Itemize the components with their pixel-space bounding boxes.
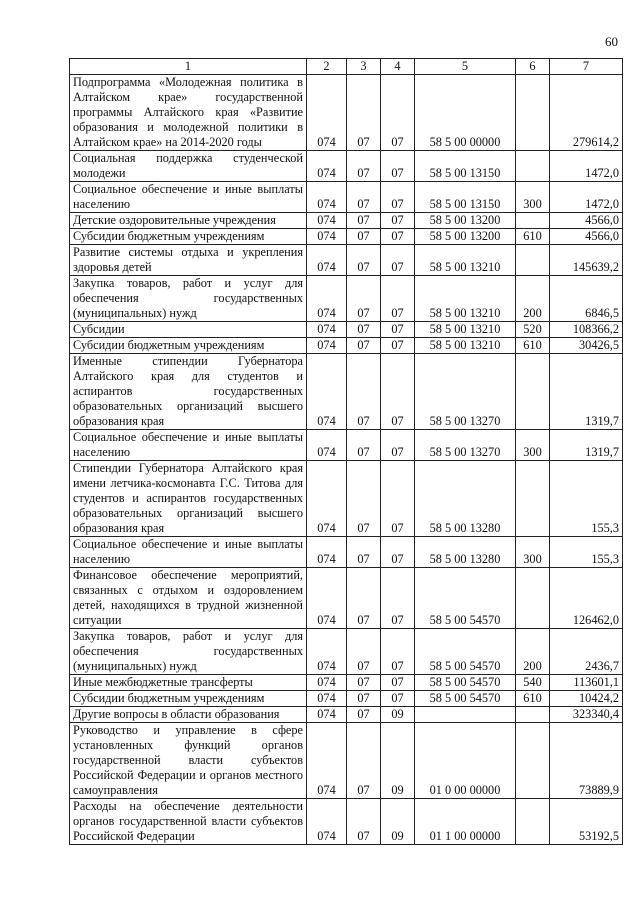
table-row bbox=[70, 691, 623, 707]
ministry-code: 074 bbox=[307, 338, 347, 354]
target-item-code: 58 5 00 13270 bbox=[415, 430, 516, 461]
section-code: 07 bbox=[347, 675, 381, 691]
target-item-code: 58 5 00 54570 bbox=[415, 568, 516, 629]
ministry-code: 074 bbox=[307, 430, 347, 461]
target-item-code: 58 5 00 54570 bbox=[415, 629, 516, 675]
section-code: 07 bbox=[347, 213, 381, 229]
expense-type-code: 610 bbox=[516, 691, 550, 707]
column-header: 5 bbox=[415, 59, 516, 75]
amount: 126462,0 bbox=[550, 568, 623, 629]
expense-type-code bbox=[516, 707, 550, 723]
expense-type-code bbox=[516, 245, 550, 276]
amount: 108366,2 bbox=[550, 322, 623, 338]
target-item-code: 58 5 00 13210 bbox=[415, 322, 516, 338]
subsection-code: 07 bbox=[381, 537, 415, 568]
expense-type-code bbox=[516, 568, 550, 629]
subsection-code: 09 bbox=[381, 723, 415, 799]
subsection-code: 09 bbox=[381, 707, 415, 723]
ministry-code: 074 bbox=[307, 568, 347, 629]
ministry-code: 074 bbox=[307, 245, 347, 276]
amount: 323340,4 bbox=[550, 707, 623, 723]
ministry-code: 074 bbox=[307, 707, 347, 723]
table-row bbox=[70, 182, 623, 213]
section-code: 07 bbox=[347, 322, 381, 338]
target-item-code: 58 5 00 13150 bbox=[415, 151, 516, 182]
ministry-code: 074 bbox=[307, 629, 347, 675]
row-name: Другие вопросы в области образования bbox=[70, 707, 307, 723]
amount: 73889,9 bbox=[550, 723, 623, 799]
target-item-code: 58 5 00 13210 bbox=[415, 245, 516, 276]
target-item-code: 58 5 00 00000 bbox=[415, 75, 516, 151]
expense-type-code: 200 bbox=[516, 276, 550, 322]
ministry-code: 074 bbox=[307, 229, 347, 245]
subsection-code: 07 bbox=[381, 151, 415, 182]
row-name: Субсидии bbox=[70, 322, 307, 338]
subsection-code: 07 bbox=[381, 568, 415, 629]
subsection-code: 07 bbox=[381, 322, 415, 338]
section-code: 07 bbox=[347, 75, 381, 151]
expense-type-code bbox=[516, 461, 550, 537]
amount: 30426,5 bbox=[550, 338, 623, 354]
expense-type-code bbox=[516, 799, 550, 845]
expense-type-code: 200 bbox=[516, 629, 550, 675]
row-name: Финансовое обеспечение мероприятий, связанных с отдыхом и оздоровлением детей, находящихся в трудной жизненной ситуации bbox=[70, 568, 307, 629]
amount: 2436,7 bbox=[550, 629, 623, 675]
ministry-code: 074 bbox=[307, 213, 347, 229]
table-row bbox=[70, 245, 623, 276]
ministry-code: 074 bbox=[307, 354, 347, 430]
amount: 1472,0 bbox=[550, 182, 623, 213]
target-item-code bbox=[415, 707, 516, 723]
budget-table bbox=[69, 58, 623, 845]
section-code: 07 bbox=[347, 229, 381, 245]
subsection-code: 07 bbox=[381, 691, 415, 707]
ministry-code: 074 bbox=[307, 461, 347, 537]
row-name: Руководство и управление в сфере установленных функций органов государственной власти субъектов Российской Федерации и органов местного самоуправления bbox=[70, 723, 307, 799]
target-item-code: 58 5 00 54570 bbox=[415, 691, 516, 707]
amount: 53192,5 bbox=[550, 799, 623, 845]
subsection-code: 07 bbox=[381, 430, 415, 461]
table-row bbox=[70, 354, 623, 430]
section-code: 07 bbox=[347, 182, 381, 213]
expense-type-code bbox=[516, 75, 550, 151]
page-number: 60 bbox=[605, 34, 618, 49]
table-row bbox=[70, 723, 623, 799]
section-code: 07 bbox=[347, 276, 381, 322]
amount: 1319,7 bbox=[550, 354, 623, 430]
table-row bbox=[70, 430, 623, 461]
amount: 10424,2 bbox=[550, 691, 623, 707]
subsection-code: 07 bbox=[381, 276, 415, 322]
section-code: 07 bbox=[347, 430, 381, 461]
section-code: 07 bbox=[347, 537, 381, 568]
section-code: 07 bbox=[347, 707, 381, 723]
column-header: 2 bbox=[307, 59, 347, 75]
ministry-code: 074 bbox=[307, 799, 347, 845]
amount: 6846,5 bbox=[550, 276, 623, 322]
table-row bbox=[70, 707, 623, 723]
target-item-code: 01 1 00 00000 bbox=[415, 799, 516, 845]
expense-type-code: 610 bbox=[516, 338, 550, 354]
target-item-code: 58 5 00 13150 bbox=[415, 182, 516, 213]
row-name: Развитие системы отдыха и укрепления здоровья детей bbox=[70, 245, 307, 276]
subsection-code: 07 bbox=[381, 182, 415, 213]
ministry-code: 074 bbox=[307, 182, 347, 213]
amount: 113601,1 bbox=[550, 675, 623, 691]
amount: 4566,0 bbox=[550, 213, 623, 229]
target-item-code: 58 5 00 13270 bbox=[415, 354, 516, 430]
section-code: 07 bbox=[347, 799, 381, 845]
target-item-code: 58 5 00 13280 bbox=[415, 537, 516, 568]
amount: 4566,0 bbox=[550, 229, 623, 245]
section-code: 07 bbox=[347, 629, 381, 675]
table-row bbox=[70, 675, 623, 691]
ministry-code: 074 bbox=[307, 675, 347, 691]
row-name: Социальное обеспечение и иные выплаты населению bbox=[70, 430, 307, 461]
amount: 155,3 bbox=[550, 537, 623, 568]
row-name: Детские оздоровительные учреждения bbox=[70, 213, 307, 229]
subsection-code: 07 bbox=[381, 629, 415, 675]
table-row bbox=[70, 568, 623, 629]
section-code: 07 bbox=[347, 245, 381, 276]
row-name: Субсидии бюджетным учреждениям bbox=[70, 229, 307, 245]
row-name: Социальное обеспечение и иные выплаты населению bbox=[70, 537, 307, 568]
row-name: Расходы на обеспечение деятельности органов государственной власти субъектов Российской Федерации bbox=[70, 799, 307, 845]
ministry-code: 074 bbox=[307, 75, 347, 151]
target-item-code: 58 5 00 13200 bbox=[415, 213, 516, 229]
table-row bbox=[70, 75, 623, 151]
amount: 155,3 bbox=[550, 461, 623, 537]
ministry-code: 074 bbox=[307, 691, 347, 707]
expense-type-code: 610 bbox=[516, 229, 550, 245]
target-item-code: 58 5 00 13280 bbox=[415, 461, 516, 537]
table-row bbox=[70, 629, 623, 675]
row-name: Социальная поддержка студенческой молодежи bbox=[70, 151, 307, 182]
expense-type-code bbox=[516, 213, 550, 229]
row-name: Социальное обеспечение и иные выплаты населению bbox=[70, 182, 307, 213]
section-code: 07 bbox=[347, 354, 381, 430]
subsection-code: 07 bbox=[381, 245, 415, 276]
expense-type-code: 300 bbox=[516, 182, 550, 213]
table-row bbox=[70, 276, 623, 322]
column-header: 4 bbox=[381, 59, 415, 75]
row-name: Подпрограмма «Молодежная политика в Алтайском крае» государственной программы Алтайского края «Развитие образования и молодежной политики в Алтайском крае» на 2014-2020 годы bbox=[70, 75, 307, 151]
table-row bbox=[70, 461, 623, 537]
subsection-code: 07 bbox=[381, 75, 415, 151]
expense-type-code: 540 bbox=[516, 675, 550, 691]
table-row bbox=[70, 338, 623, 354]
ministry-code: 074 bbox=[307, 322, 347, 338]
subsection-code: 07 bbox=[381, 461, 415, 537]
table-row bbox=[70, 537, 623, 568]
column-header: 1 bbox=[70, 59, 307, 75]
row-name: Именные стипендии Губернатора Алтайского края для студентов и аспирантов государственных образовательных организаций высшего образования края bbox=[70, 354, 307, 430]
target-item-code: 58 5 00 54570 bbox=[415, 675, 516, 691]
row-name: Иные межбюджетные трансферты bbox=[70, 675, 307, 691]
amount: 279614,2 bbox=[550, 75, 623, 151]
expense-type-code bbox=[516, 723, 550, 799]
section-code: 07 bbox=[347, 691, 381, 707]
expense-type-code: 520 bbox=[516, 322, 550, 338]
column-header: 6 bbox=[516, 59, 550, 75]
row-name: Стипендии Губернатора Алтайского края имени летчика-космонавта Г.С. Титова для студентов и аспирантов государственных образовательных организаций высшего образования края bbox=[70, 461, 307, 537]
expense-type-code bbox=[516, 354, 550, 430]
row-name: Субсидии бюджетным учреждениям bbox=[70, 691, 307, 707]
subsection-code: 07 bbox=[381, 338, 415, 354]
table-row bbox=[70, 229, 623, 245]
ministry-code: 074 bbox=[307, 276, 347, 322]
target-item-code: 58 5 00 13200 bbox=[415, 229, 516, 245]
subsection-code: 09 bbox=[381, 799, 415, 845]
table-row bbox=[70, 151, 623, 182]
section-code: 07 bbox=[347, 568, 381, 629]
column-header: 7 bbox=[550, 59, 623, 75]
expense-type-code: 300 bbox=[516, 537, 550, 568]
ministry-code: 074 bbox=[307, 151, 347, 182]
section-code: 07 bbox=[347, 338, 381, 354]
table-row bbox=[70, 322, 623, 338]
section-code: 07 bbox=[347, 461, 381, 537]
amount: 1319,7 bbox=[550, 430, 623, 461]
ministry-code: 074 bbox=[307, 723, 347, 799]
target-item-code: 58 5 00 13210 bbox=[415, 338, 516, 354]
subsection-code: 07 bbox=[381, 675, 415, 691]
ministry-code: 074 bbox=[307, 537, 347, 568]
target-item-code: 58 5 00 13210 bbox=[415, 276, 516, 322]
subsection-code: 07 bbox=[381, 213, 415, 229]
subsection-code: 07 bbox=[381, 354, 415, 430]
amount: 1472,0 bbox=[550, 151, 623, 182]
subsection-code: 07 bbox=[381, 229, 415, 245]
column-header: 3 bbox=[347, 59, 381, 75]
table-row bbox=[70, 213, 623, 229]
row-name: Закупка товаров, работ и услуг для обеспечения государственных (муниципальных) нужд bbox=[70, 629, 307, 675]
expense-type-code: 300 bbox=[516, 430, 550, 461]
amount: 145639,2 bbox=[550, 245, 623, 276]
section-code: 07 bbox=[347, 151, 381, 182]
expense-type-code bbox=[516, 151, 550, 182]
header-row bbox=[70, 59, 623, 75]
row-name: Субсидии бюджетным учреждениям bbox=[70, 338, 307, 354]
table-row bbox=[70, 799, 623, 845]
row-name: Закупка товаров, работ и услуг для обеспечения государственных (муниципальных) нужд bbox=[70, 276, 307, 322]
section-code: 07 bbox=[347, 723, 381, 799]
target-item-code: 01 0 00 00000 bbox=[415, 723, 516, 799]
